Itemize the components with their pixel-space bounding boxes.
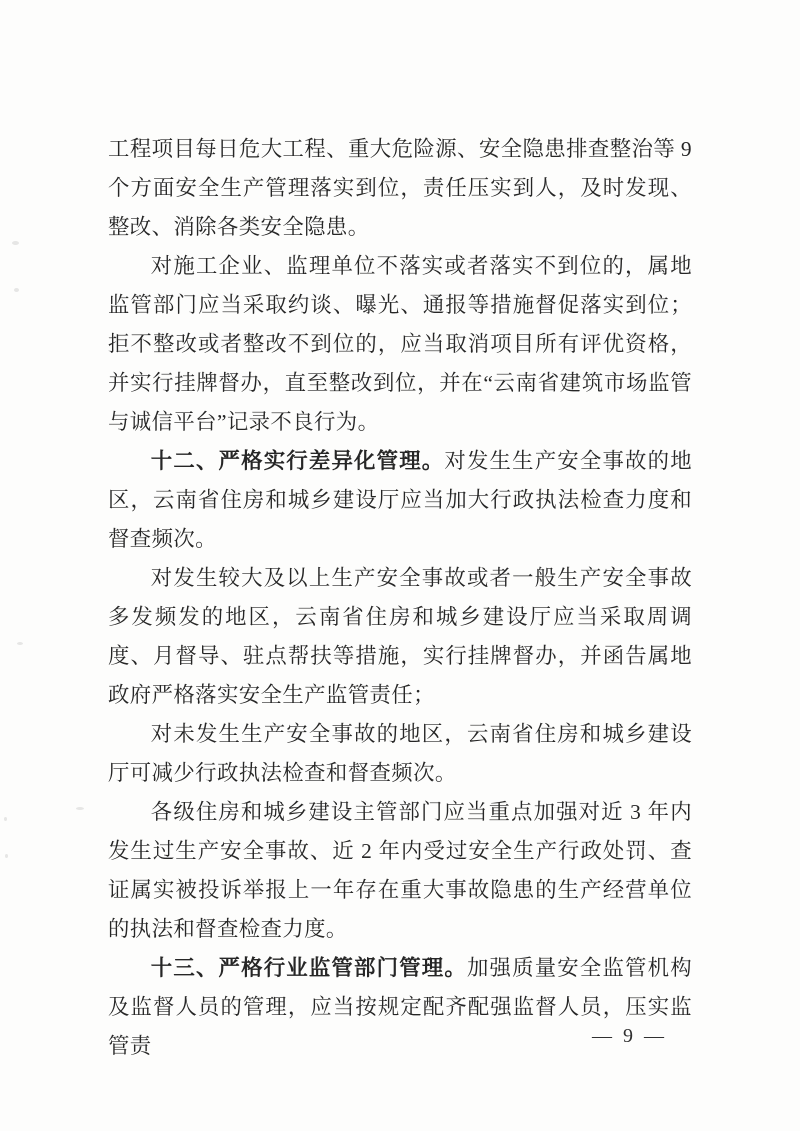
paragraph-major-accident-areas <box>108 559 692 715</box>
paragraph-section-12-differentiated-management <box>108 442 692 559</box>
paragraph-section-13-industry-supervision <box>108 949 692 1066</box>
paragraph-text: 对发生较大及以上生产安全事故或者一般生产安全事故多发频发的地区，云南省住房和城乡建设厅应当采取周调度、月督导、驻点帮扶等措施，实行挂牌督办，并函告属地政府严格落实安全生产监管责任； <box>108 566 692 707</box>
scan-artifact <box>4 817 7 821</box>
paragraph-enforcement-measures <box>108 247 692 442</box>
paragraph-continuation-daily-inspection <box>108 130 692 247</box>
paragraph-text: 对未发生生产安全事故的地区，云南省住房和城乡建设厅可减少行政执法检查和督查频次。 <box>108 722 692 785</box>
paragraph-key-enforcement-targets <box>108 793 692 949</box>
scan-artifact <box>17 642 23 645</box>
section-13-heading: 十三、严格行业监管部门管理。 <box>150 956 467 980</box>
document-body <box>108 130 692 1066</box>
scan-artifact <box>14 288 19 292</box>
paragraph-text: 对施工企业、监理单位不落实或者落实不到位的，属地监管部门应当采取约谈、曝光、通报等措施督促落实到位；拒不整改或者整改不到位的，应当取消项目所有评优资格，并实行挂牌督办，直至整改到位，并在“云南省建筑市场监管与诚信平台”记录不良行为。 <box>108 254 692 434</box>
paragraph-text: 对发生生产安全事故的地区，云南省住房和城乡建设厅应当加大行政执法检查力度和督查频次。 <box>108 449 692 551</box>
section-12-heading: 十二、严格实行差异化管理。 <box>150 449 445 473</box>
paragraph-text: 各级住房和城乡建设主管部门应当重点加强对近 3 年内发生过生产安全事故、近 2 年内受过安全生产行政处罚、查证属实被投诉举报上一年存在重大事故隐患的生产经营单位的执法和督查检查力度。 <box>108 800 692 941</box>
paragraph-no-accident-areas <box>108 715 692 793</box>
scan-artifact <box>76 807 84 810</box>
paragraph-text: 加强质量安全监管机构及监督人员的管理，应当按规定配齐配强监督人员，压实监管责 <box>108 956 692 1058</box>
scan-artifact <box>5 854 8 858</box>
scan-artifact <box>12 241 19 245</box>
page-number: — 9 — <box>592 1025 667 1047</box>
paragraph-text: 工程项目每日危大工程、重大危险源、安全隐患排查整治等 9 个方面安全生产管理落实到位，责任压实到人，及时发现、整改、消除各类安全隐患。 <box>108 137 692 239</box>
